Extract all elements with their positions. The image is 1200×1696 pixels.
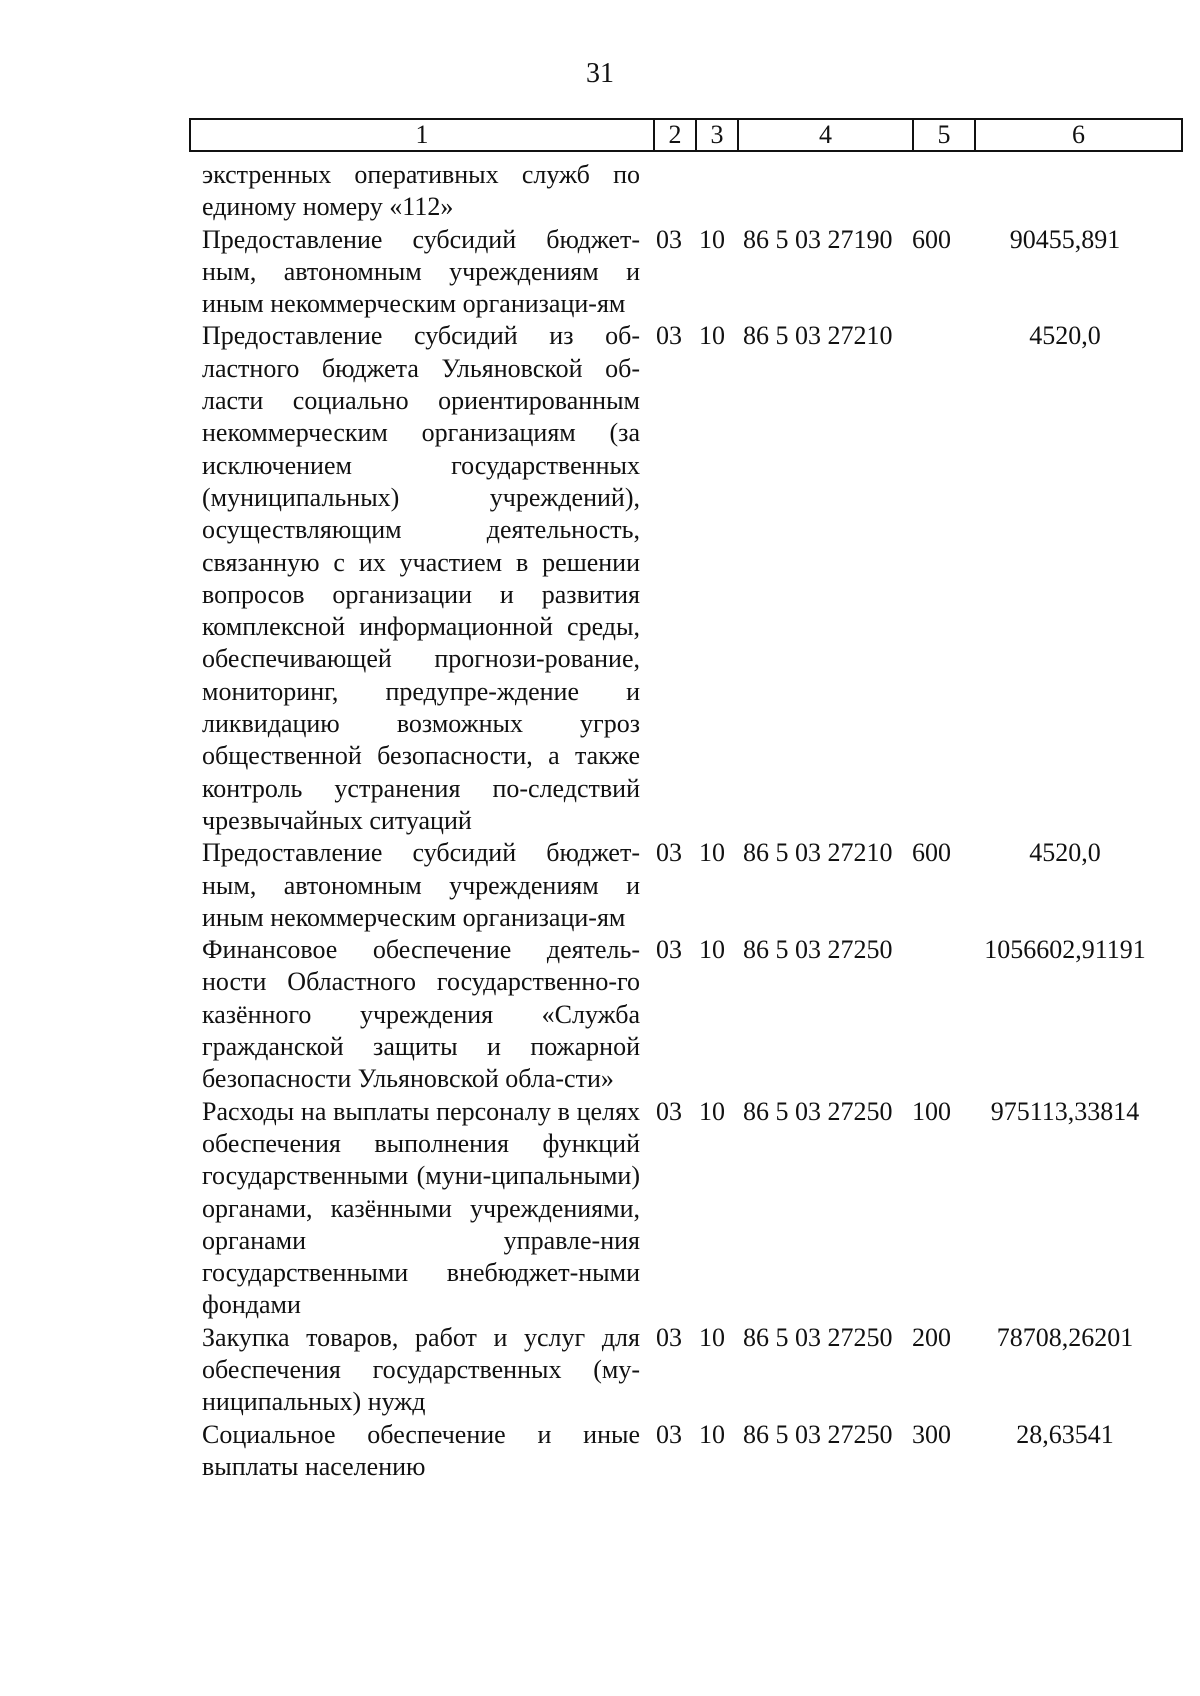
cell-subsection: 10: [699, 935, 725, 965]
cell-subsection: 10: [699, 1096, 725, 1126]
table-row: [0, 934, 1200, 1095]
cell-expense-type: 200: [912, 1322, 951, 1352]
cell-section: 03: [656, 838, 682, 868]
cell-target-article: 86 5 03 27250: [743, 1419, 893, 1449]
header-col-3: 3: [697, 120, 739, 150]
cell-section: 03: [656, 1322, 682, 1352]
cell-target-article: 86 5 03 27210: [743, 838, 893, 868]
cell-subsection: 10: [699, 1419, 725, 1449]
table-row: [0, 159, 1200, 224]
table-header: [189, 118, 1183, 152]
cell-subsection: 10: [699, 838, 725, 868]
row-description: Социальное обеспечение и иные выплаты населению: [202, 1419, 640, 1481]
header-col-5: 5: [914, 120, 976, 150]
table-row: [0, 1322, 1200, 1419]
row-description: Предоставление субсидий бюджет-ным, автономным учреждениям и иным некоммерческим организаци-ям: [202, 838, 640, 932]
cell-target-article: 86 5 03 27190: [743, 224, 893, 254]
table-row: [0, 320, 1200, 837]
cell-amount: 28,63541: [1016, 1419, 1114, 1449]
budget-table-body: [0, 159, 1200, 1483]
cell-target-article: 86 5 03 27250: [743, 1322, 893, 1352]
cell-subsection: 10: [699, 321, 725, 351]
cell-target-article: 86 5 03 27250: [743, 935, 893, 965]
header-col-4: 4: [739, 120, 914, 150]
header-col-6: 6: [1072, 120, 1085, 149]
cell-amount: 78708,26201: [996, 1322, 1134, 1352]
cell-target-article: 86 5 03 27210: [743, 321, 893, 351]
cell-expense-type: 300: [912, 1419, 951, 1449]
cell-amount: 90455,891: [1009, 224, 1121, 254]
cell-subsection: 10: [699, 1322, 725, 1352]
cell-subsection: 10: [699, 224, 725, 254]
row-description: Расходы на выплаты персоналу в целях обеспечения выполнения функций государственными (муни-ципальными) органами, казёнными учреждениями, органами управле-ния государственными внебюджет-ными фондами: [202, 1096, 640, 1320]
header-col-2: 2: [655, 120, 697, 150]
cell-section: 03: [656, 321, 682, 351]
row-description: экстренных оперативных служб по единому номеру «112»: [202, 160, 640, 222]
cell-amount: 4520,0: [1029, 838, 1101, 868]
row-description: Предоставление субсидий из об-ластного бюджета Ульяновской об-ласти социально ориентированным некоммерческим организациям (за исключением государственных (муниципальных) учреждений), осуществляющим деятельность, связанную с их участием в решении вопросов организации и развития комплексной информационной среды, обеспечивающей прогнози-рование, мониторинг, предупре-ждение и ликвидацию возможных угроз общественной безопасности, а также контроль устранения по-следствий чрезвычайных ситуаций: [202, 321, 640, 835]
cell-expense-type: 100: [912, 1096, 951, 1126]
table-row: [0, 837, 1200, 934]
table-row: [0, 1096, 1200, 1322]
row-description: Закупка товаров, работ и услуг для обеспечения государственных (му-ниципальных) нужд: [202, 1322, 640, 1417]
row-description: Финансовое обеспечение деятель-ности Областного государственно-го казённого учреждения «Служба гражданской защиты и пожарной безопасности Ульяновской обла-сти»: [202, 935, 640, 1094]
page-number: 31: [586, 58, 614, 89]
cell-section: 03: [656, 1096, 682, 1126]
row-description: Предоставление субсидий бюджет-ным, автономным учреждениям и иным некоммерческим организаци-ям: [202, 224, 640, 319]
table-row: [0, 224, 1200, 321]
cell-expense-type: 600: [912, 838, 951, 868]
cell-section: 03: [656, 935, 682, 965]
cell-amount: 975113,33814: [990, 1096, 1140, 1126]
cell-amount: 1056602,91191: [984, 935, 1146, 965]
cell-expense-type: 600: [912, 224, 951, 254]
table-row: [0, 1419, 1200, 1484]
cell-target-article: 86 5 03 27250: [743, 1096, 893, 1126]
cell-section: 03: [656, 1419, 682, 1449]
cell-amount: 4520,0: [1029, 321, 1101, 351]
cell-section: 03: [656, 224, 682, 254]
header-col-1: 1: [191, 120, 655, 150]
